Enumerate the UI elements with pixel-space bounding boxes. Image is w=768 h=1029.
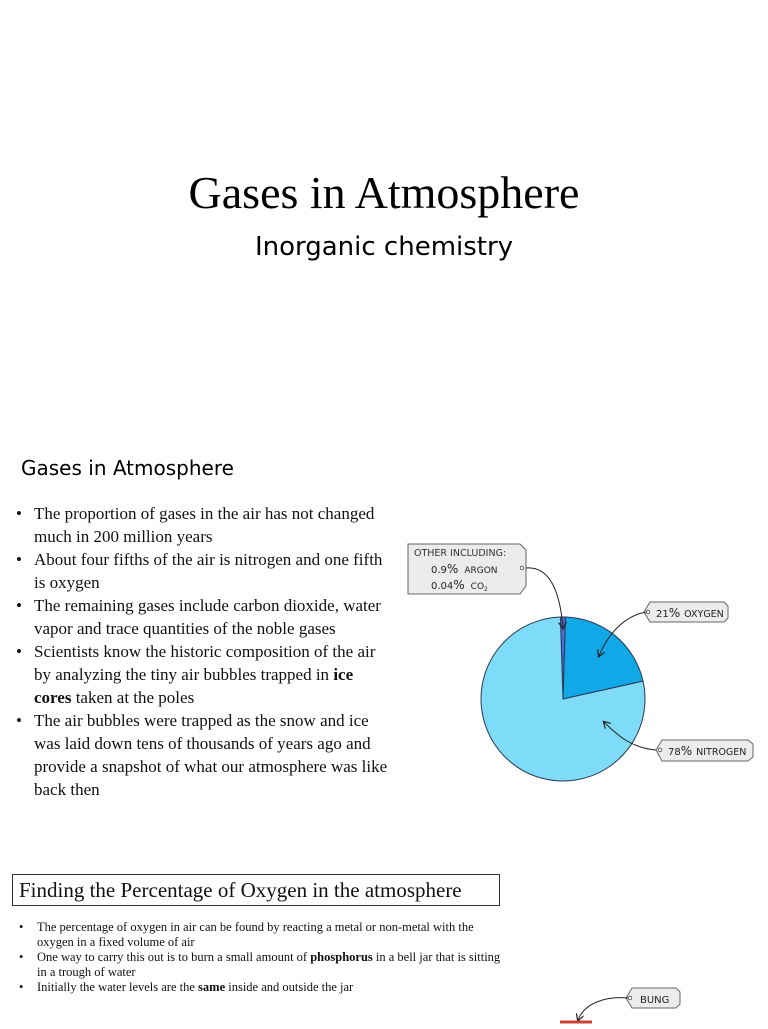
bullet-list xyxy=(16,920,506,995)
bung-arrow xyxy=(578,998,628,1020)
atmosphere-pie-chart xyxy=(398,536,768,796)
bung-diagram xyxy=(540,982,740,1024)
presentation-title: Gases in Atmosphere xyxy=(188,167,580,218)
bullet-item: • The remaining gases include carbon dioxide, water vapor and trace quantities of the noble gases xyxy=(14,594,394,640)
svg-text:0.9%ARGON: 0.9% ARGON xyxy=(431,562,498,576)
svg-text:0.04%CO2: 0.04% $CO_2$ xyxy=(431,578,488,593)
other-label-text: OTHER INCLUDING: xyxy=(414,548,507,559)
slide-heading: Gases in Atmosphere xyxy=(21,456,234,480)
bullet-item: • The percentage of oxygen in air can be found by reacting a metal or non-metal with the oxygen in a fixed volume of air xyxy=(16,920,506,950)
bullet-item: • Initially the water levels are the same inside and outside the jar xyxy=(16,980,506,995)
gases-slide xyxy=(0,430,768,850)
bullet-item: • Scientists know the historic composition of the air by analyzing the tiny air bubbles trapped in ice cores taken at the poles xyxy=(14,640,394,709)
svg-text:78%NITROGEN: 78% NITROGEN xyxy=(668,744,747,758)
bullet-list xyxy=(14,502,394,801)
bullet-item: • The air bubbles were trapped as the snow and ice was laid down tens of thousands of years ago and provide a snapshot of what our atmosphere was like back then xyxy=(14,709,394,801)
slide-heading-boxed: Finding the Percentage of Oxygen in the atmosphere xyxy=(12,874,500,906)
oxygen-label xyxy=(644,602,728,622)
other-gases-label xyxy=(408,544,526,594)
bullet-item: • The proportion of gases in the air has not changed much in 200 million years xyxy=(14,502,394,548)
nitrogen-label xyxy=(656,740,753,761)
title-slide xyxy=(0,0,768,430)
bullet-item: • One way to carry this out is to burn a small amount of phosphorus in a bell jar that is sitting in a trough of water xyxy=(16,950,506,980)
bullet-item: • About four fifths of the air is nitrogen and one fifth is oxygen xyxy=(14,548,394,594)
presentation-subtitle: Inorganic chemistry xyxy=(254,232,514,262)
bung-label: BUNG xyxy=(640,995,670,1006)
svg-text:21%OXYGEN: 21% OXYGEN xyxy=(656,606,724,620)
oxygen-percentage-slide xyxy=(0,850,768,1024)
